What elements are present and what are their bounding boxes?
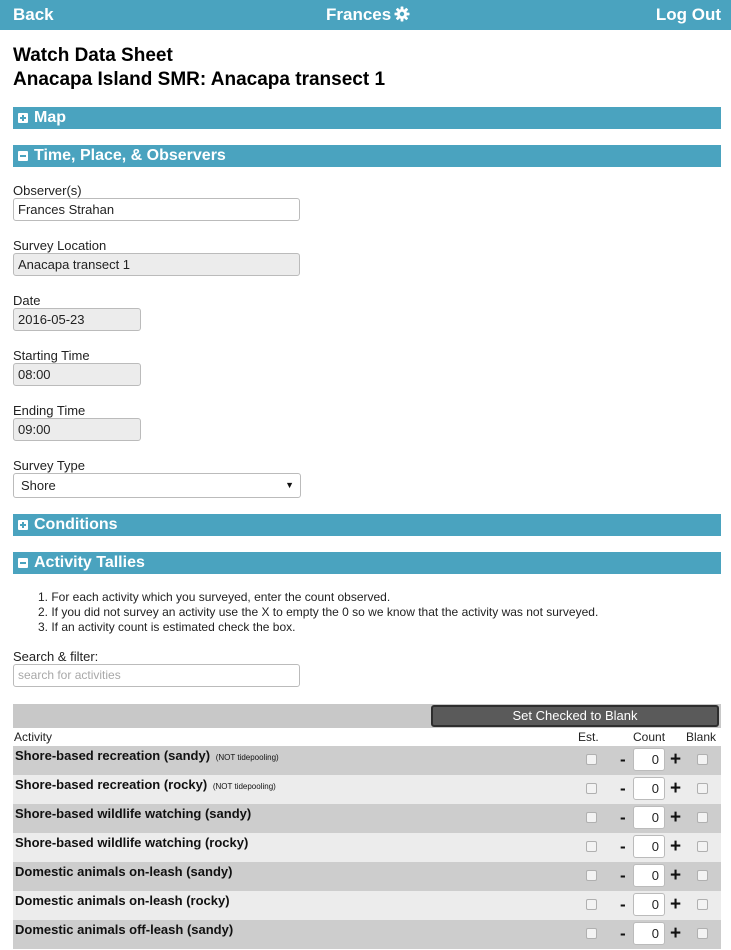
blank-checkbox[interactable] xyxy=(697,783,708,794)
blank-checkbox[interactable] xyxy=(697,812,708,823)
blank-checkbox[interactable] xyxy=(697,899,708,910)
activity-name: Shore-based wildlife watching (rocky) xyxy=(15,835,249,850)
end-time-input[interactable]: 09:00 xyxy=(13,418,141,441)
decrement-button[interactable]: - xyxy=(620,866,626,885)
top-nav-bar xyxy=(0,0,731,30)
observers-label: Observer(s) xyxy=(13,183,82,198)
logout-link[interactable]: Log Out xyxy=(655,5,721,24)
search-input[interactable]: search for activities xyxy=(13,664,300,687)
section-header-conditions[interactable] xyxy=(13,514,721,536)
blank-checkbox[interactable] xyxy=(697,928,708,939)
table-row xyxy=(13,891,721,920)
count-input[interactable]: 0 xyxy=(633,806,665,829)
table-row xyxy=(13,804,721,833)
increment-button[interactable]: + xyxy=(670,836,682,857)
collapse-icon xyxy=(18,151,28,161)
column-header-est: Est. xyxy=(578,730,599,744)
instruction-item: 2. If you did not survey an activity use the X to empty the 0 so we know that the activity was not surveyed. xyxy=(38,605,599,619)
count-input[interactable]: 0 xyxy=(633,835,665,858)
decrement-button[interactable]: - xyxy=(620,837,626,856)
increment-button[interactable]: + xyxy=(670,807,682,828)
section-title: Map xyxy=(34,109,66,126)
set-checked-to-blank-button[interactable]: Set Checked to Blank xyxy=(431,705,719,727)
increment-button[interactable]: + xyxy=(670,894,682,915)
section-header-activity-tallies[interactable] xyxy=(13,552,721,574)
observers-input[interactable]: Frances Strahan xyxy=(13,198,300,221)
collapse-icon xyxy=(18,558,28,568)
increment-button[interactable]: + xyxy=(670,778,682,799)
table-row xyxy=(13,862,721,891)
blank-checkbox[interactable] xyxy=(697,754,708,765)
instruction-item: 3. If an activity count is estimated check the box. xyxy=(38,620,296,634)
search-label: Search & filter: xyxy=(13,649,99,664)
activity-note: (NOT tidepooling) xyxy=(212,782,276,791)
estimated-checkbox[interactable] xyxy=(586,812,597,823)
activity-name: Domestic animals on-leash (sandy) xyxy=(15,864,233,879)
start-time-label: Starting Time xyxy=(13,348,90,363)
user-name: Frances xyxy=(326,5,392,24)
count-input[interactable]: 0 xyxy=(633,922,665,945)
chevron-down-icon: ▼ xyxy=(285,480,294,490)
back-link[interactable]: Back xyxy=(13,5,54,24)
increment-button[interactable]: + xyxy=(670,923,682,944)
expand-icon xyxy=(18,113,28,123)
activity-note: (NOT tidepooling) xyxy=(215,753,279,762)
section-title: Conditions xyxy=(34,516,118,533)
count-input[interactable]: 0 xyxy=(633,777,665,800)
column-header-blank: Blank xyxy=(686,730,717,744)
estimated-checkbox[interactable] xyxy=(586,754,597,765)
end-time-label: Ending Time xyxy=(13,403,86,418)
instruction-item: 1. For each activity which you surveyed, enter the count observed. xyxy=(38,590,391,604)
decrement-button[interactable]: - xyxy=(620,808,626,827)
activity-name: Domestic animals on-leash (rocky) xyxy=(15,893,230,908)
survey-type-select[interactable] xyxy=(13,473,301,498)
count-input[interactable]: 0 xyxy=(633,864,665,887)
location-input: Anacapa transect 1 xyxy=(13,253,300,276)
blank-checkbox[interactable] xyxy=(697,870,708,881)
increment-button[interactable]: + xyxy=(670,865,682,886)
page-subtitle: Anacapa Island SMR: Anacapa transect 1 xyxy=(13,69,386,90)
decrement-button[interactable]: - xyxy=(620,895,626,914)
section-header-map[interactable] xyxy=(13,107,721,129)
decrement-button[interactable]: - xyxy=(620,750,626,769)
count-input[interactable]: 0 xyxy=(633,748,665,771)
location-label: Survey Location xyxy=(13,238,107,253)
section-title: Time, Place, & Observers xyxy=(34,147,226,164)
table-row xyxy=(13,920,721,949)
column-header-activity: Activity xyxy=(14,730,53,744)
activity-name: Domestic animals off-leash (sandy) xyxy=(15,922,234,937)
user-menu[interactable] xyxy=(326,5,410,25)
decrement-button[interactable]: - xyxy=(620,779,626,798)
activity-name: Shore-based recreation (rocky) (NOT tidepooling) xyxy=(15,777,276,792)
estimated-checkbox[interactable] xyxy=(586,899,597,910)
section-header-time-place[interactable] xyxy=(13,145,721,167)
increment-button[interactable]: + xyxy=(670,749,682,770)
table-row xyxy=(13,746,721,775)
table-row xyxy=(13,833,721,862)
estimated-checkbox[interactable] xyxy=(586,928,597,939)
date-label: Date xyxy=(13,293,41,308)
decrement-button[interactable]: - xyxy=(620,924,626,943)
activity-name: Shore-based recreation (sandy) (NOT tidepooling) xyxy=(15,748,279,763)
instructions-list xyxy=(38,590,598,635)
date-input[interactable]: 2016-05-23 xyxy=(13,308,141,331)
estimated-checkbox[interactable] xyxy=(586,841,597,852)
page-title: Watch Data Sheet xyxy=(13,45,173,66)
section-title: Activity Tallies xyxy=(34,554,145,571)
table-row xyxy=(13,775,721,804)
start-time-input[interactable]: 08:00 xyxy=(13,363,141,386)
activity-name: Shore-based wildlife watching (sandy) xyxy=(15,806,252,821)
column-header-count: Count xyxy=(633,730,666,744)
estimated-checkbox[interactable] xyxy=(586,783,597,794)
blank-checkbox[interactable] xyxy=(697,841,708,852)
gear-icon xyxy=(394,6,410,22)
survey-type-value: Shore xyxy=(21,478,56,493)
count-input[interactable]: 0 xyxy=(633,893,665,916)
survey-type-label: Survey Type xyxy=(13,458,86,473)
expand-icon xyxy=(18,520,28,530)
estimated-checkbox[interactable] xyxy=(586,870,597,881)
